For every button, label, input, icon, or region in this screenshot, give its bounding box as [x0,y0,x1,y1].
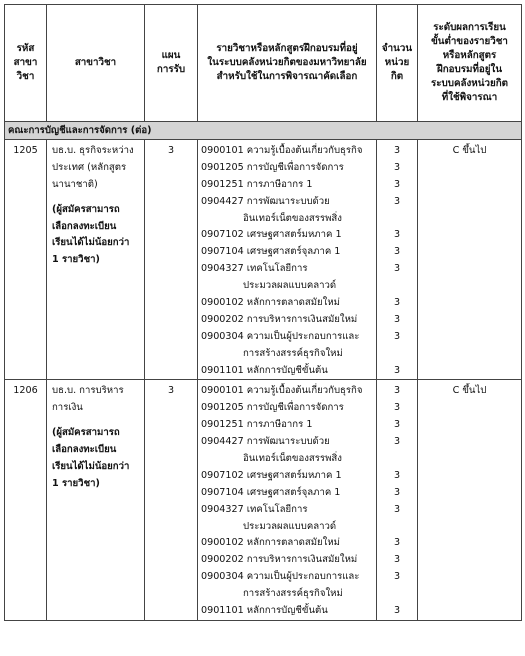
major-line: ประเทศ (หลักสูตร [52,161,127,173]
subject-line: 0904327 เทคโนโลยีการ [201,503,308,515]
units-blank [377,451,417,468]
section-row [5,122,522,140]
subject-units: 3 [393,229,401,241]
header-units [377,5,418,122]
header-line: ในระบบคลังหน่วยกิตของมหาวิทยาลัย [207,57,367,68]
note-line: เลือกลงทะเบียน [52,220,117,232]
subject-line: 0900304 ความเป็นผู้ประกอบการและ [201,330,360,342]
level-cell [418,140,522,380]
note-line: (ผู้สมัครสามารถ [52,203,120,215]
subject-units: 3 [393,246,401,258]
program-code-cell [5,140,47,380]
min-level: C ขึ้นไป [452,385,487,397]
header-subjects [198,5,377,122]
subject-units: 3 [393,313,401,325]
level-cell [418,380,522,620]
header-line: แผน [161,50,181,61]
subject-line: 0901251 การภาษีอากร 1 [201,419,313,431]
units-blank [377,586,417,603]
units-blank [377,211,417,228]
program-plan: 3 [167,145,175,156]
subject-units: 3 [393,385,401,397]
subjects-cell [198,140,377,380]
program-code-cell [5,380,47,620]
subject-line: 0901101 หลักการบัญชีขั้นต้น [201,364,328,376]
header-line: วิชา [16,71,35,82]
units-blank [377,519,417,536]
spacer [52,417,144,425]
units-cell [377,380,418,620]
subject-line: การสร้างสรรค์ธุรกิจใหม่ [243,588,343,600]
header-line: สาขา [13,57,38,68]
subject-units: 3 [393,503,401,515]
subject-line: 0901101 หลักการบัญชีขั้นต้น [201,605,328,617]
program-plan-cell [145,380,198,620]
subject-line: 0900102 หลักการตลาดสมัยใหม่ [201,537,340,549]
subject-units: 3 [393,161,401,173]
subject-line: 0900202 การบริหารการเงินสมัยใหม่ [201,313,358,325]
subject-line: 0900202 การบริหารการเงินสมัยใหม่ [201,554,358,566]
units-blank [377,346,417,363]
subject-line: 0900102 หลักการตลาดสมัยใหม่ [201,297,340,309]
subject-units: 3 [393,486,401,498]
note-line: เลือกลงทะเบียน [52,444,117,456]
header-line: การรับ [156,64,186,75]
header-line: รายวิชาหรือหลักสูตรฝึกอบรมที่อยู่ [216,43,358,54]
header-line: ที่ใช้พิจารณา [441,92,498,103]
major-line: นานาชาติ) [52,178,98,190]
header-level [418,5,522,122]
subject-line: ประมวลผลแบบคลาวด์ [243,280,337,292]
subject-units: 3 [393,571,401,583]
subject-line: อินเทอร์เน็ตของสรรพสิ่ง [243,453,342,465]
note-line: เรียนได้ไม่น้อยกว่า [52,237,130,249]
major-line: บธ.บ. การบริหาร [52,385,124,397]
header-line: สำหรับใช้ในการพิจารณาคัดเลือก [216,71,358,82]
subject-line: 0900304 ความเป็นผู้ประกอบการและ [201,571,360,583]
subject-line: 0904427 การพัฒนาระบบด้วย [201,436,330,448]
program-row [5,140,522,380]
subject-line: 0901251 การภาษีอากร 1 [201,178,313,190]
header-line: กิต [390,71,404,82]
subjects-cell [198,380,377,620]
subject-line: 0900101 ความรู้เบื้องต้นเกี่ยวกับธุรกิจ [201,145,363,156]
subject-units: 3 [393,330,401,342]
header-row [5,5,522,122]
header-line: ระบบคลังหน่วยกิต [431,78,508,89]
header-major [47,5,145,122]
admission-table [4,4,522,621]
subject-line: 0907102 เศรษฐศาสตร์มหภาค 1 [201,469,342,481]
subject-units: 3 [393,419,401,431]
subject-line: 0907102 เศรษฐศาสตร์มหภาค 1 [201,229,342,241]
note-line: 1 รายวิชา) [52,254,100,266]
subject-line: 0904427 การพัฒนาระบบด้วย [201,195,330,207]
subject-line: 0907104 เศรษฐศาสตร์จุลภาค 1 [201,486,341,498]
program-major-cell [47,380,145,620]
subject-units: 3 [393,554,401,566]
subject-line: 0907104 เศรษฐศาสตร์จุลภาค 1 [201,246,341,258]
note-line: (ผู้สมัครสามารถ [52,427,120,439]
header-line: ขั้นต่ำของรายวิชา [431,36,508,47]
subject-units: 3 [393,178,401,190]
section-title: คณะการบัญชีและการจัดการ (ต่อ) [5,122,522,140]
subject-line: 0900101 ความรู้เบื้องต้นเกี่ยวกับธุรกิจ [201,385,363,397]
subject-units: 3 [393,145,401,156]
subject-units: 3 [393,402,401,414]
units-cell [377,140,418,380]
header-line: หน่วย [384,57,410,68]
program-major-cell [47,140,145,380]
subject-units: 3 [393,469,401,481]
subject-units: 3 [393,537,401,549]
header-line: ฝึกอบรมที่อยู่ใน [436,64,503,75]
units-blank [377,278,417,295]
header-line: หรือหลักสูตร [442,50,497,61]
subject-line: 0901205 การบัญชีเพื่อการจัดการ [201,161,344,173]
subject-line: 0901205 การบัญชีเพื่อการจัดการ [201,402,344,414]
min-level: C ขึ้นไป [452,145,487,156]
subject-units: 3 [393,297,401,309]
note-line: เรียนได้ไม่น้อยกว่า [52,461,130,473]
header-line: สาขาวิชา [74,57,117,68]
subject-units: 3 [393,364,401,376]
header-line: รหัส [16,43,35,54]
header-line: ระดับผลการเรียน [433,22,506,33]
program-code: 1205 [13,145,38,156]
subject-line: 0904327 เทคโนโลยีการ [201,263,308,275]
subject-units: 3 [393,195,401,207]
major-line: บธ.บ. ธุรกิจระหว่าง [52,145,134,156]
subject-units: 3 [393,605,401,617]
header-line: จำนวน [381,43,413,54]
program-plan: 3 [167,385,175,397]
major-line: การเงิน [52,402,83,414]
subject-line: ประมวลผลแบบคลาวด์ [243,520,337,532]
note-line: 1 รายวิชา) [52,477,100,489]
subject-line: อินเทอร์เน็ตของสรรพสิ่ง [243,212,342,224]
subject-line: การสร้างสรรค์ธุรกิจใหม่ [243,347,343,359]
program-row [5,380,522,620]
program-code: 1206 [13,385,38,397]
spacer [52,194,144,202]
program-plan-cell [145,140,198,380]
header-code [5,5,47,122]
subject-units: 3 [393,436,401,448]
subject-units: 3 [393,263,401,275]
header-plan [145,5,198,122]
